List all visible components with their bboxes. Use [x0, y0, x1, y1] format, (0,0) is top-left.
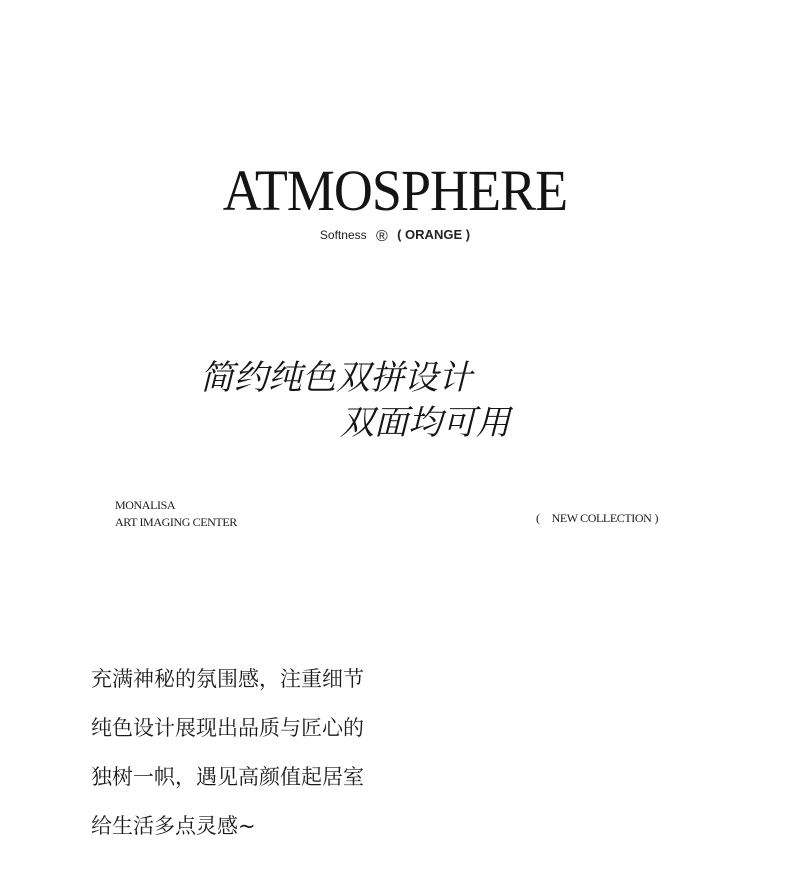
collection-tag	[536, 510, 658, 527]
studio-department: ART IMAGING CENTER	[115, 515, 237, 529]
headline-line-1: 简约纯色双拼设计	[200, 358, 472, 398]
description-line: 纯色设计展现出品质与匠心的	[91, 716, 364, 740]
collection-label: NEW COLLECTION	[551, 511, 652, 525]
headline-line-2: 双面均可用	[340, 403, 510, 443]
brand-title: ATMOSPHERE	[222, 158, 568, 223]
brand-subtitle-row	[0, 226, 790, 246]
description-line: 充满神秘的氛围感，注重细节	[91, 667, 364, 691]
collection-close-paren: )	[654, 511, 659, 525]
registered-mark: ®	[375, 228, 388, 245]
collection-open-paren: (	[536, 511, 540, 525]
studio-name: MONALISA	[115, 498, 176, 512]
studio-credit	[115, 497, 237, 531]
brand-subtitle: Softness	[319, 228, 367, 242]
description-line: 独树一帜，遇见高颜值起居室	[91, 765, 364, 789]
product-description	[91, 661, 364, 857]
description-line: 给生活多点灵感~	[91, 814, 256, 838]
color-variant-label: ( ORANGE )	[397, 227, 471, 242]
